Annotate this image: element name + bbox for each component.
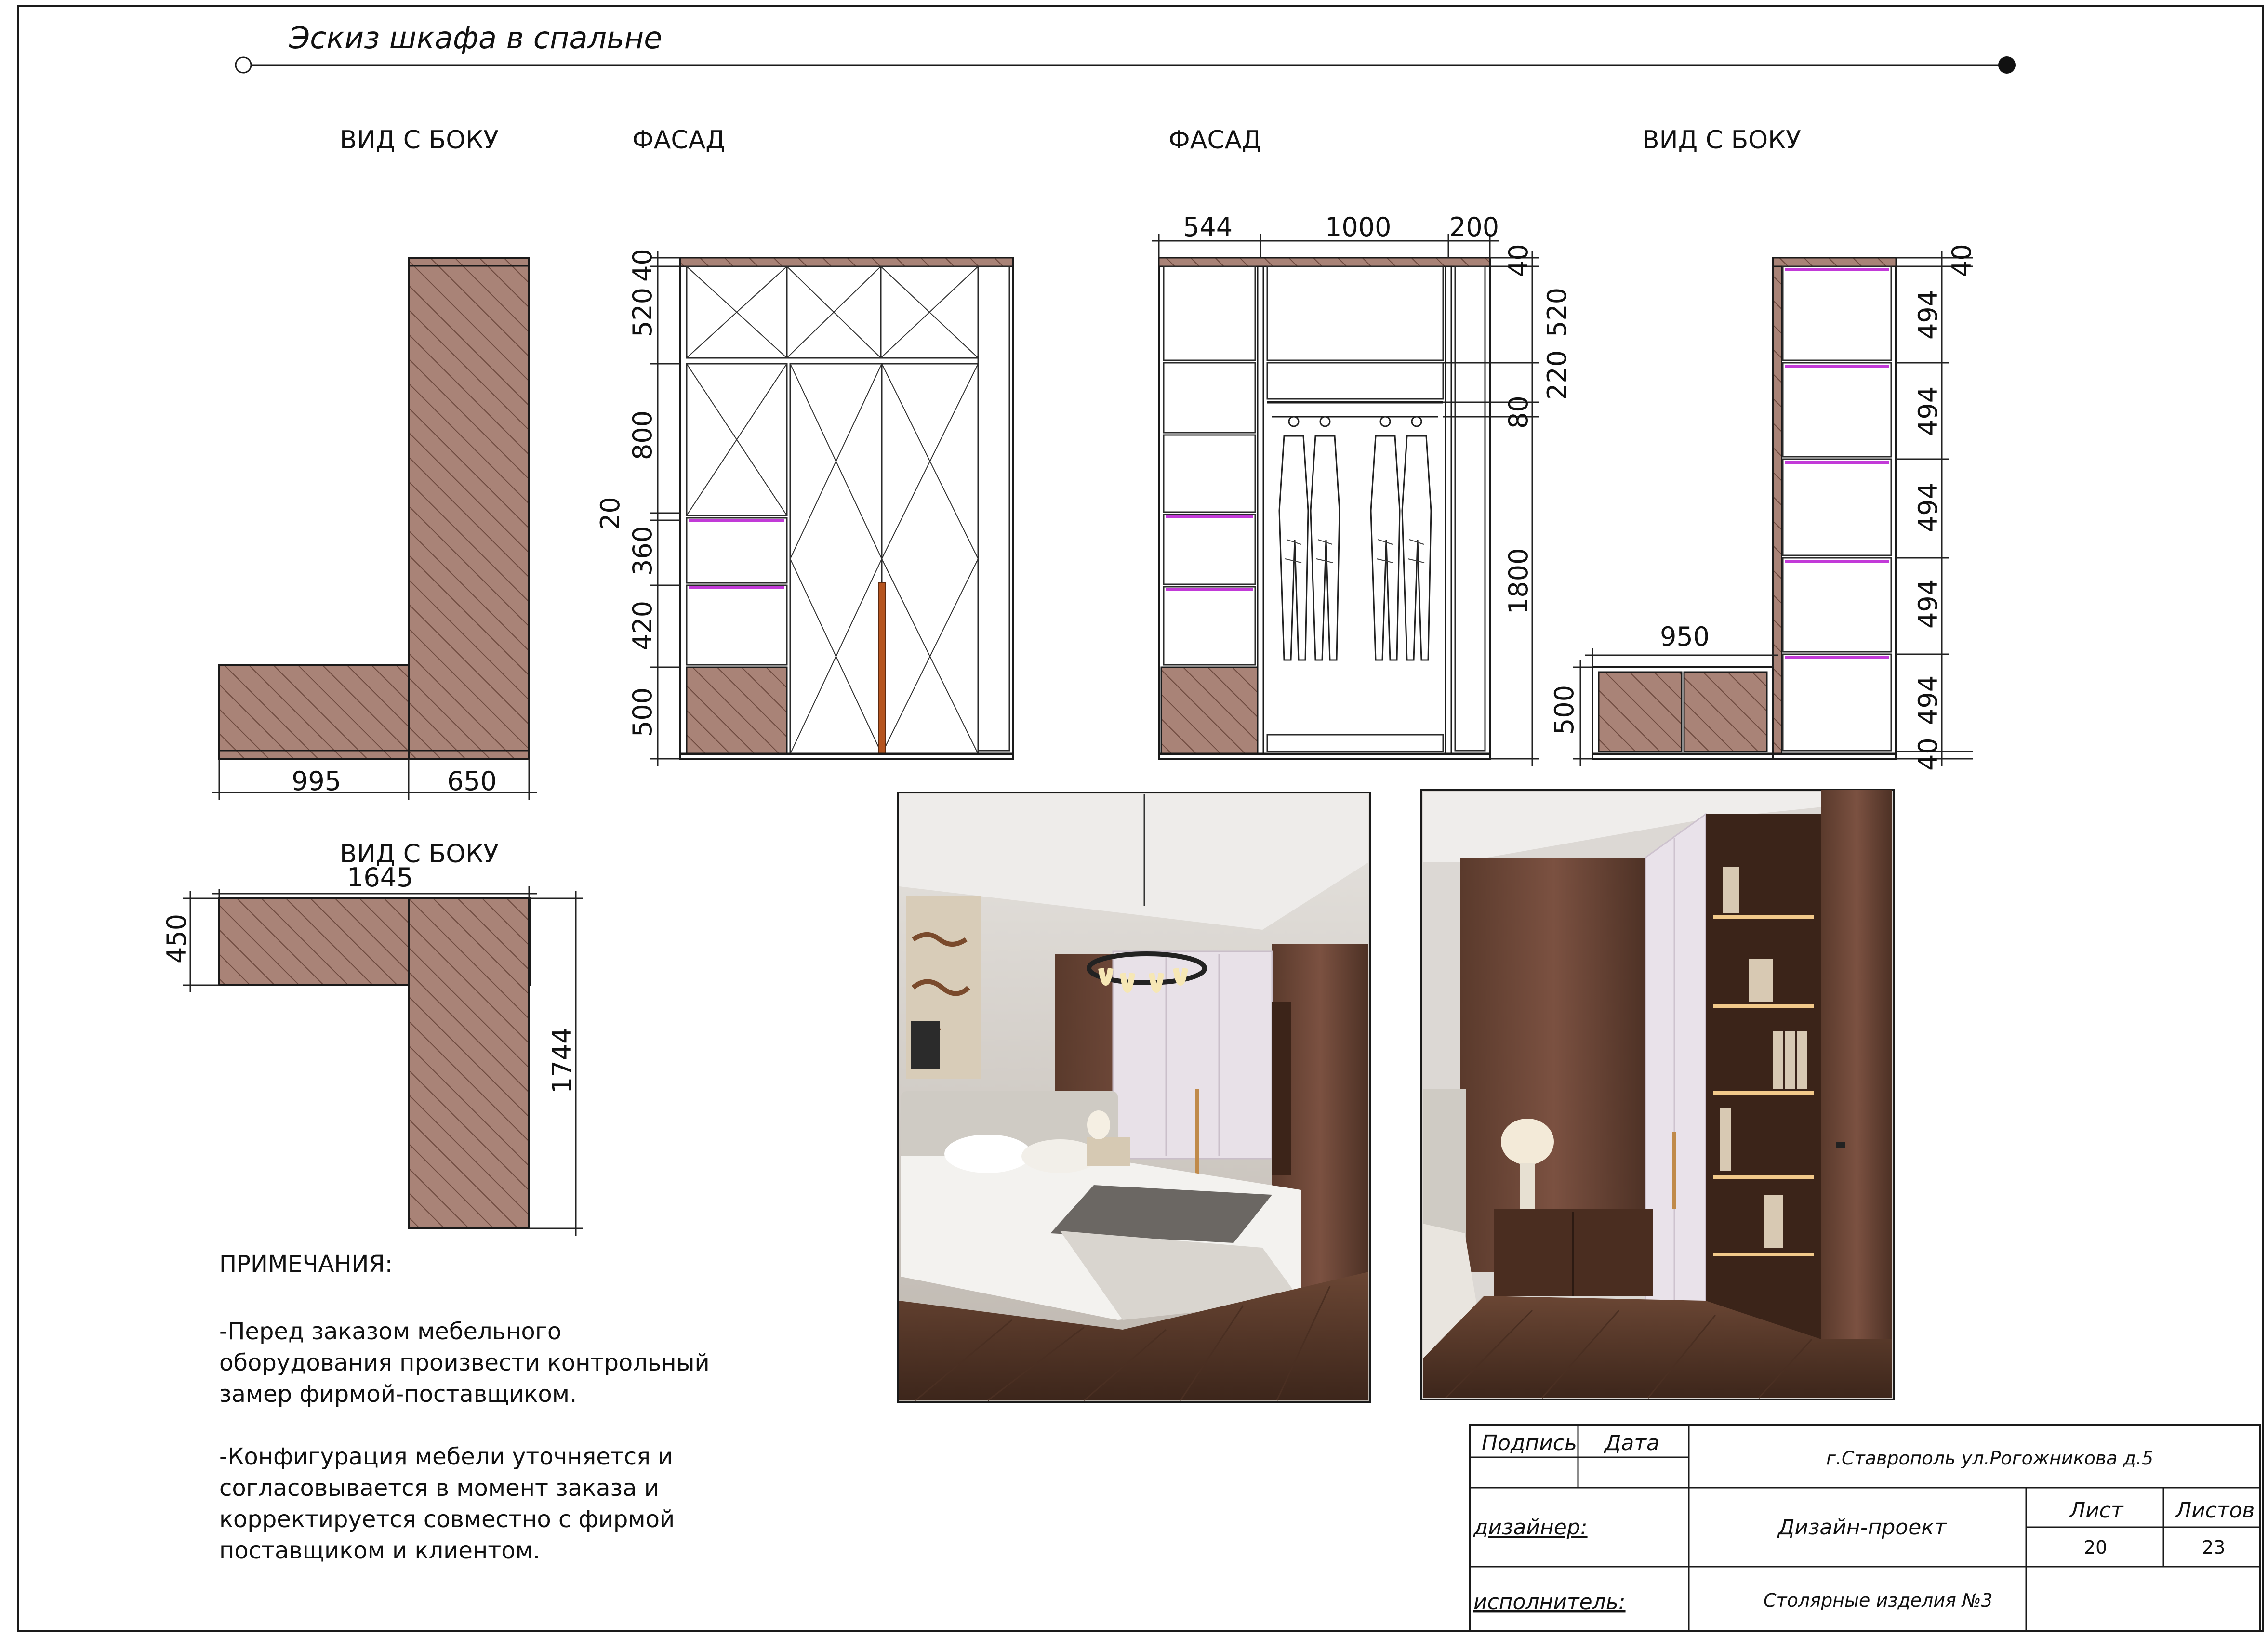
stamp-sheets-label: Листов xyxy=(2175,1498,2255,1523)
notes-block-1 xyxy=(219,1318,710,1408)
facade2-dim-40: 40 xyxy=(1503,244,1534,277)
facade2-dim-220: 220 xyxy=(1542,350,1572,400)
facade2-dim-80: 80 xyxy=(1503,396,1534,429)
facade1-dim-500: 500 xyxy=(627,687,658,737)
stamp-item-name: Столярные изделия №3 xyxy=(1764,1590,1993,1611)
heading-facade-2: ФАСАД xyxy=(1168,126,1261,155)
facade1-dim-520: 520 xyxy=(627,287,658,337)
facade2-dim-544: 544 xyxy=(1183,212,1233,242)
plan-view-drawing xyxy=(183,886,583,1236)
title-rule-start xyxy=(236,57,251,73)
heading-side-view-2: ВИД С БОКУ xyxy=(1642,126,1801,155)
facade1-dim-20: 20 xyxy=(595,497,625,530)
notes-block-2 xyxy=(219,1443,675,1564)
side2-dim-494-3: 494 xyxy=(1913,482,1943,532)
facade1-dim-800: 800 xyxy=(627,410,658,460)
side2-dim-950: 950 xyxy=(1660,621,1710,652)
side2-dim-40-top: 40 xyxy=(1947,244,1977,277)
side2-dim-494-4: 494 xyxy=(1913,579,1943,629)
facade1-dim-40: 40 xyxy=(627,249,658,282)
facade-2-drawing xyxy=(1152,234,1539,766)
facade2-dim-520: 520 xyxy=(1542,287,1572,337)
facade1-dim-360: 360 xyxy=(627,526,658,576)
note-1-line-3: замер фирмой-поставщиком. xyxy=(219,1381,577,1408)
stamp-sheet-label: Лист xyxy=(2069,1498,2123,1523)
side-view-1-drawing xyxy=(212,258,537,800)
facade2-dim-200: 200 xyxy=(1449,212,1499,242)
note-2-line-3: корректируется совместно с фирмой xyxy=(219,1506,675,1533)
facade2-dim-1000: 1000 xyxy=(1325,212,1392,242)
facade2-dim-1800: 1800 xyxy=(1503,548,1534,614)
note-1-line-1: -Перед заказом мебельного xyxy=(219,1318,562,1345)
title-rule-end xyxy=(1998,56,2016,74)
side1-dim-995: 995 xyxy=(292,766,342,796)
side2-dim-494-5: 494 xyxy=(1913,675,1943,725)
stamp-sheet-number: 20 xyxy=(2084,1537,2108,1558)
note-1-line-2: оборудования произвести контрольный xyxy=(219,1349,710,1376)
side2-dim-494-2: 494 xyxy=(1913,386,1943,436)
facade-1-drawing xyxy=(650,251,1013,766)
render-bedroom-view xyxy=(898,792,1370,1402)
render-wardrobe-view xyxy=(1421,790,1894,1399)
stamp-project-name: Дизайн-проект xyxy=(1778,1515,1947,1540)
plan-dim-1744: 1744 xyxy=(547,1027,577,1094)
stamp-sign-label: Подпись xyxy=(1482,1431,1577,1455)
stamp-address: г.Ставрополь ул.Рогожникова д.5 xyxy=(1826,1448,2154,1469)
side2-dim-500: 500 xyxy=(1549,685,1579,735)
note-2-line-1: -Конфигурация мебели уточняется и xyxy=(219,1443,673,1470)
side1-dim-650: 650 xyxy=(447,766,497,796)
plan-dim-1645: 1645 xyxy=(347,862,413,893)
facade1-dim-420: 420 xyxy=(627,600,658,650)
heading-side-view-1: ВИД С БОКУ xyxy=(340,126,499,155)
note-2-line-2: согласовывается в момент заказа и xyxy=(219,1475,659,1502)
plan-dim-450: 450 xyxy=(161,913,192,963)
heading-facade-1: ФАСАД xyxy=(632,126,725,155)
side2-dim-40-bottom: 40 xyxy=(1913,738,1943,771)
heading-side-view-3: ВИД С БОКУ xyxy=(340,840,499,869)
note-2-line-4: поставщиком и клиентом. xyxy=(219,1537,541,1564)
stamp-sheets-total: 23 xyxy=(2202,1537,2226,1558)
sheet-title: Эскиз шкафа в спальне xyxy=(289,20,663,55)
side2-dim-494-1: 494 xyxy=(1913,290,1943,340)
notes-heading: ПРИМЕЧАНИЯ: xyxy=(219,1251,393,1278)
stamp-date-label: Дата xyxy=(1605,1431,1659,1455)
stamp-designer-label: дизайнер: xyxy=(1473,1515,1588,1540)
stamp-executor-label: исполнитель: xyxy=(1473,1590,1626,1614)
